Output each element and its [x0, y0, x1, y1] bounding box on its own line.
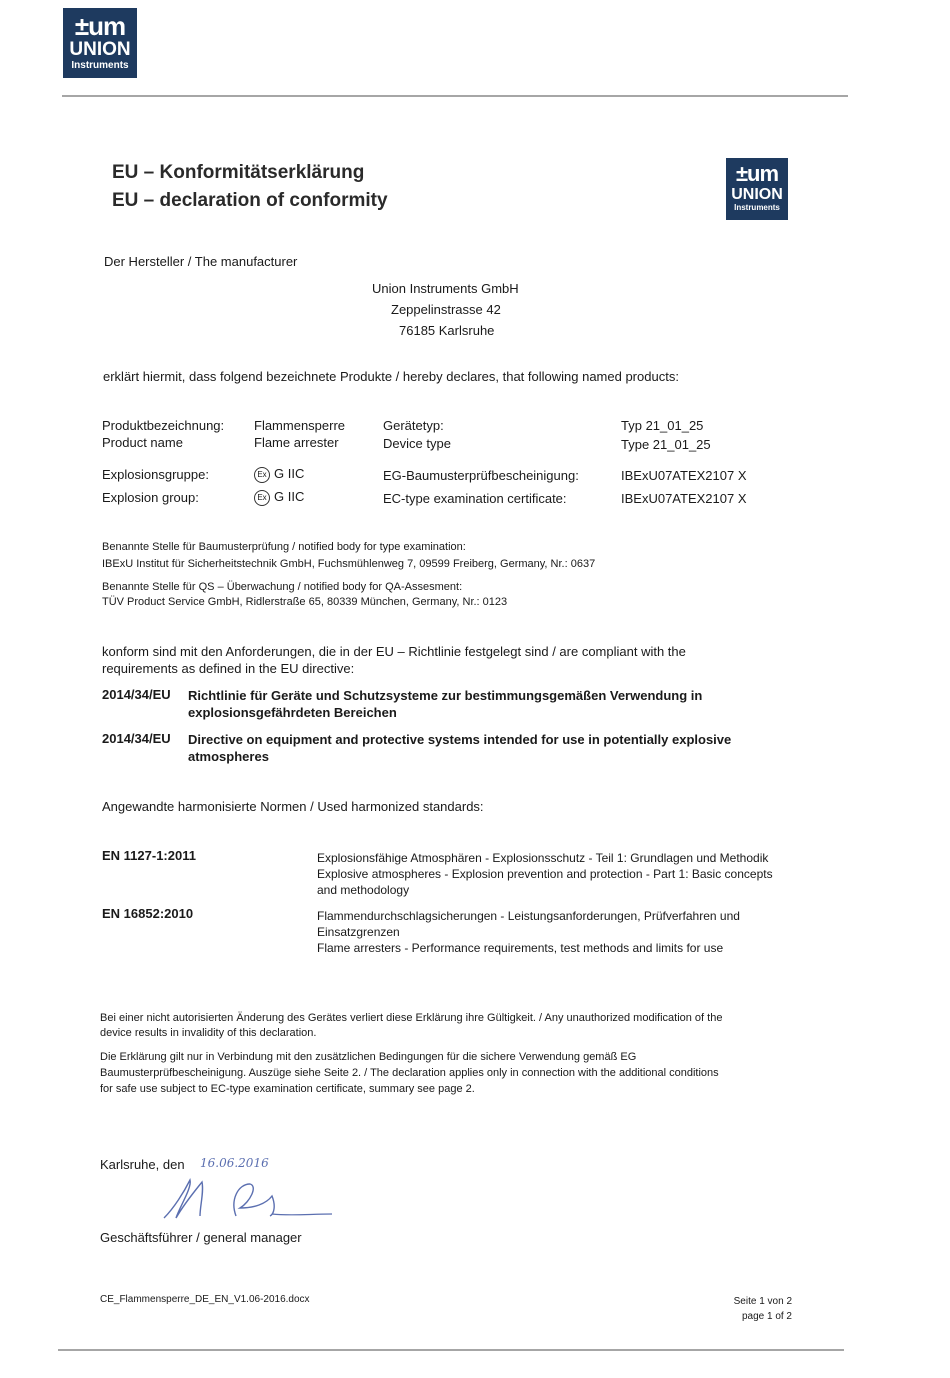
product-name-en: Flame arrester [254, 435, 339, 450]
logo-doc-sub: Instruments [734, 203, 780, 212]
standard-desc-line-1: Explosionsfähige Atmosphären - Explosionsschutz - Teil 1: Grundlagen und Methodik [317, 851, 769, 865]
manufacturer-name: Union Instruments GmbH [372, 281, 519, 296]
explosion-group-value-de: G IIC [274, 466, 305, 481]
logo-sub: Instruments [71, 60, 129, 71]
standards-heading-en: Used harmonized standards: [317, 799, 484, 814]
logo-mark: ±um [74, 11, 126, 41]
explosion-group-value-en: G IIC [274, 489, 305, 504]
title-en: EU – declaration of conformity [112, 190, 388, 211]
product-name-label-de: Produktbezeichnung: [102, 418, 225, 433]
validity-p2-line-2: Baumusterprüfbescheinigung. Auszüge siehe Seite 2. / The declaration applies only in connection with the additional conditions [100, 1067, 719, 1079]
explosion-group-label-de: Explosionsgruppe: [102, 467, 209, 482]
manufacturer-street: Zeppelinstrasse 42 [391, 302, 501, 317]
notified-body-qa-label: Benannte Stelle für QS – Überwachung / notified body for QA-Assesment: [102, 581, 463, 593]
standard-desc-line-2: Einsatzgrenzen [317, 925, 400, 939]
validity-p2-line-3: for safe use subject to EC-type examination certificate, summary see page 2. [100, 1083, 475, 1095]
union-logo-document [726, 158, 788, 220]
compliance-line-1: konform sind mit den Anforderungen, die in der EU – Richtlinie festgelegt sind / are compliant with the [102, 644, 686, 659]
notified-body-type-value: IBExU Institut für Sicherheitstechnik GmbH, Fuchsmühlenweg 7, 09599 Freiberg, Germany, Nr.: 0637 [102, 558, 596, 570]
standard-desc-line-2: Explosive atmospheres - Explosion prevention and protection - Part 1: Basic concepts [317, 867, 773, 881]
footer-page-en: page 1 of 2 [741, 1311, 792, 1322]
standard-desc-line-3: Flame arresters - Performance requirements, test methods and limits for use [317, 941, 724, 955]
certificate-label-en: EC-type examination certificate: [383, 491, 567, 506]
directive-text-line-1: Directive on equipment and protective systems intended for use in potentially explosive [188, 732, 732, 747]
device-type-en: Type 21_01_25 [621, 437, 711, 452]
product-name-de: Flammensperre [254, 418, 346, 433]
directive-code: 2014/34/EU [102, 687, 171, 702]
signature-date: 16.06.2016 [200, 1156, 269, 1170]
device-type-label-en: Device type [383, 436, 451, 451]
notified-body-type-label: Benannte Stelle für Baumusterprüfung / notified body for type examination: [102, 541, 466, 553]
standard-desc-line-3: and methodology [317, 883, 410, 897]
compliance-line-2: requirements as defined in the EU directive: [102, 661, 355, 676]
directive-text-line-1: Richtlinie für Geräte und Schutzsysteme zur bestimmungsgemäßen Verwendung in [188, 688, 703, 703]
product-name-label-en: Product name [102, 435, 183, 450]
explosion-group-label-en: Explosion group: [102, 490, 199, 505]
declaration-statement: erklärt hiermit, dass folgend bezeichnete Produkte / hereby declares, that following named products: [103, 369, 679, 384]
logo-doc-name: UNION [731, 186, 783, 203]
handwritten-signature [150, 1170, 340, 1225]
validity-p1-line-1: Bei einer nicht autorisierten Änderung des Gerätes verliert diese Erklärung ihre Gültigkeit. / Any unauthorized modification of the [100, 1012, 723, 1024]
notified-body-qa-value: TÜV Product Service GmbH, Ridlerstraße 65, 80339 München, Germany, Nr.: 0123 [102, 596, 508, 608]
device-type-de: Typ 21_01_25 [621, 418, 704, 433]
directive-text-line-2: explosionsgefährdeten Bereichen [188, 705, 397, 720]
explosion-group-en [254, 488, 304, 506]
logo-doc-mark: ±um [735, 161, 779, 186]
union-logo-header [63, 8, 137, 78]
manufacturer-label: Der Hersteller / The manufacturer [104, 254, 298, 269]
logo-name: UNION [69, 39, 131, 60]
certificate-en: IBExU07ATEX2107 X [621, 491, 747, 506]
device-type-label-de: Gerätetyp: [383, 418, 444, 433]
signature-place: Karlsruhe, den [100, 1157, 185, 1172]
validity-p2-line-1: Die Erklärung gilt nur in Verbindung mit den zusätzlichen Bedingungen für die sichere Verwendung gemäß EG [100, 1051, 637, 1063]
footer-page-de: Seite 1 von 2 [733, 1296, 792, 1307]
directive-code: 2014/34/EU [102, 731, 171, 746]
ex-symbol-icon: Ex [254, 467, 270, 483]
signature-role: Geschäftsführer / general manager [100, 1230, 302, 1245]
explosion-group-de [254, 465, 304, 483]
directive-text-line-2: atmospheres [188, 749, 269, 764]
validity-p1-line-2: device results in invalidity of this declaration. [100, 1027, 317, 1039]
standard-code: EN 1127-1:2011 [102, 848, 196, 863]
certificate-label-de: EG-Baumusterprüfbescheinigung: [383, 468, 579, 483]
header-rule [62, 95, 848, 97]
footer-filename: CE_Flammensperre_DE_EN_V1.06-2016.docx [100, 1294, 310, 1305]
certificate-de: IBExU07ATEX2107 X [621, 468, 747, 483]
standards-heading-de: Angewandte harmonisierte Normen / [102, 799, 318, 814]
ex-symbol-icon: Ex [254, 490, 270, 506]
standard-code: EN 16852:2010 [102, 906, 194, 921]
standard-desc-line-1: Flammendurchschlagsicherungen - Leistungsanforderungen, Prüfverfahren und [317, 909, 740, 923]
title-de: EU – Konformitätserklärung [112, 162, 365, 183]
manufacturer-city: 76185 Karlsruhe [399, 323, 495, 338]
footer-rule [58, 1349, 844, 1351]
standards-heading [102, 798, 484, 816]
